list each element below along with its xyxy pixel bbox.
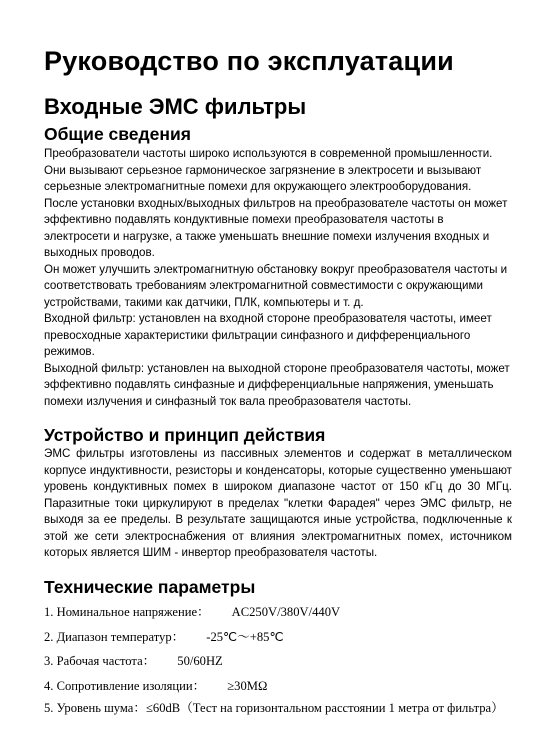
param-label: 3. Рабочая частота： [44,654,156,668]
paragraph: ЭМС фильтры изготовлены из пассивных элементов и содержат в металлическом корпусе индуктивности, резисторы и конденсаторы, которые существенно уменьшают уровень кондуктивных помех в широком диапазоне частот от 150 кГц до 30 МГц. Паразитные токи циркулируют в пределах "клетки Фарадея" через ЭМС фильтр, не выходя за ее пределы. В результате защищаются иные устройства, подключенные к этой же сети электроснабжения от влияния электромагнитных помех, источником которых является ШИМ - инвертор преобразователя частоты. [44,447,512,559]
param-item [44,698,514,718]
general-body [44,146,512,410]
param-item [44,674,514,699]
param-item [44,600,514,625]
technical-parameters [44,600,514,718]
param-value: ≤60dB（Тест на горизонтальном расстоянии 1 метра от фильтра） [146,701,504,715]
param-value: ≥30MΩ [227,678,268,693]
paragraph: Входной фильтр: установлен на входной стороне преобразователя частоты, имеет превосходные характеристики фильтрации синфазного и дифференциального режимов. [44,312,492,358]
technical-heading: Технические параметры [44,577,256,597]
param-value: 50/60HZ [177,654,223,668]
section-title: Входные ЭМС фильтры [44,94,307,119]
param-label: 2. Диапазон температур： [44,629,185,644]
param-label: 5. Уровень шума： [44,701,146,715]
paragraph: Преобразователи частоты широко используются в современной промышленности. Они вызывают серьезное гармоническое загрязнение в электросети и вызывают серьезные электромагнитные помехи для окружающего электрооборудования. [44,147,493,193]
param-value: AC250V/380V/440V [231,605,341,619]
device-heading: Устройство и принцип действия [44,425,326,445]
param-label: 4. Сопротивление изоляции： [44,678,206,693]
paragraph: После установки входных/выходных фильтров на преобразователе частоты он может эффективно подавлять кондуктивные помехи преобразователя частоты в электросети и нагрузке, а также уменьшать внешние помехи излучения входных и выходных проводов. [44,196,508,259]
param-label: 1. Номинальное напряжение： [44,605,210,619]
param-value: -25℃～+85℃ [206,629,284,644]
paragraph: Выходной фильтр: установлен на выходной стороне преобразователя частоты, может эффективно подавлять синфазные и дифференциальные напряжения, уменьшать помехи излучения и синфазный ток вала преобразователя частоты. [44,361,510,408]
paragraph: Он может улучшить электромагнитную обстановку вокруг преобразователя частоты и соответствовать требованиям электромагнитной совместимости с окружающими устройствами, такими как датчики, ПЛК, компьютеры и т. д. [44,262,508,309]
param-item [44,625,514,650]
document-title: Руководство по эксплуатации [44,46,454,76]
param-item [44,649,514,674]
device-body [44,446,512,562]
general-heading: Общие сведения [44,124,191,144]
